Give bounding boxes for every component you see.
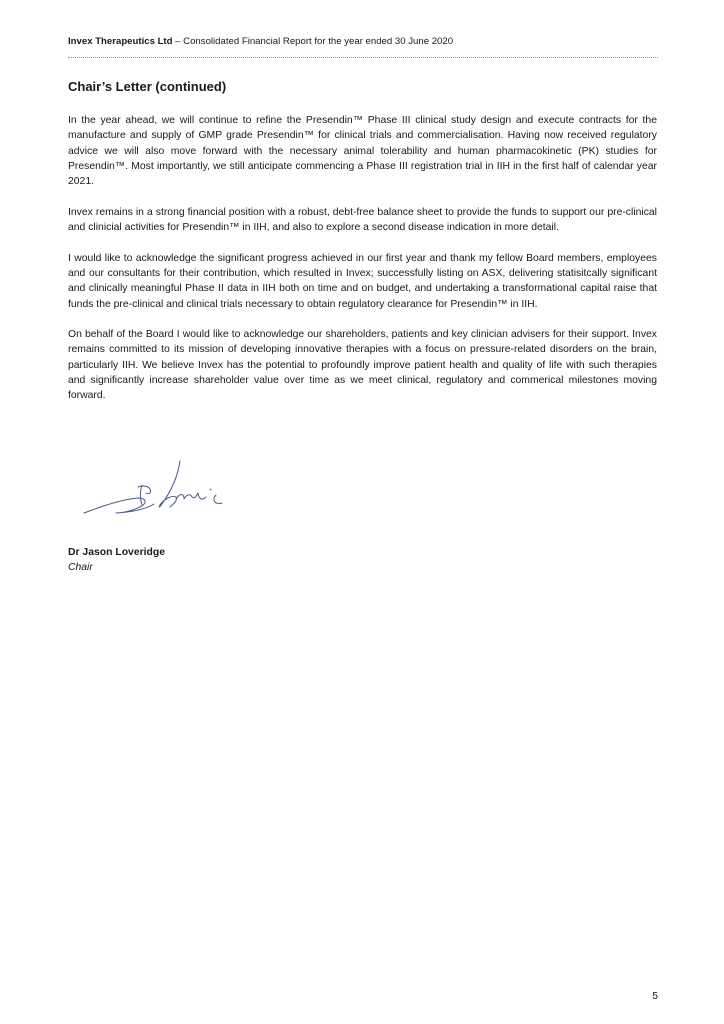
handwritten-signature — [80, 455, 240, 525]
running-header — [68, 36, 658, 48]
header-separator: – — [172, 36, 184, 47]
signature-stroke-loop — [138, 485, 151, 505]
page-title: Chair’s Letter (continued) — [68, 79, 227, 94]
signatory-role: Chair — [68, 562, 93, 573]
paragraph-financial-position: Invex remains in a strong financial position with a robust, debt-free balance sheet to provide the funds to support our pre-clinical and clinicial activities for Presendin™ in IIH, and also to explore a second disease indication in more detail. — [68, 206, 657, 234]
paragraph-acknowledgement: I would like to acknowledge the significant progress achieved in our first year and thank my fellow Board members, employees and our consultants for their contribution, which resulted in Invex; successfully listing on ASX, delivering statisitcally significant and clinically meaningful Phase II data in IIH both on time and on budget, and undertaking a transformational capital raise that funds the pre-clinical and clinical trials necessary to obtain regulatory clearance for Presendin™ in IIH. — [68, 252, 657, 310]
paragraph-board-thanks: On behalf of the Board I would like to acknowledge our shareholders, patients and key clinician advisers for their support. Invex remains committed to its mission of developing innovative therapies with a focus on pressure-related disorders on the brain, particularly IIH. We believe Invex has the potential to profoundly improve patient health and quality of life with such therapies and significantly increase shareholder value over time as we meet clinical, regulatory and commerical milestones moving forward. — [68, 329, 657, 402]
page-number: 5 — [652, 991, 658, 1002]
signature-stroke-tall — [159, 461, 180, 507]
signature-stroke-name — [176, 489, 222, 503]
header-divider — [68, 57, 658, 58]
header-company-name: Invex Therapeutics Ltd — [68, 36, 173, 47]
letter-body — [68, 113, 657, 419]
signature-stroke-initial — [84, 498, 154, 513]
header-report-title: Consolidated Financial Report for the year ended 30 June 2020 — [183, 36, 454, 47]
signatory-name: Dr Jason Loveridge — [68, 547, 166, 558]
paragraph-year-ahead: In the year ahead, we will continue to refine the Presendin™ Phase III clinical study design and execute contracts for the manufacture and supply of GMP grade Presendin™ for clinical trials and commercialisation. Having now received regulatory advice we will also move forward with the necessary animal tolerability and human pharmacokinetic (PK) studies for Presendin™. Most importantly, we still anticipate commencing a Phase III registration trial in IIH in the first half of calendar year 2021. — [68, 115, 657, 188]
